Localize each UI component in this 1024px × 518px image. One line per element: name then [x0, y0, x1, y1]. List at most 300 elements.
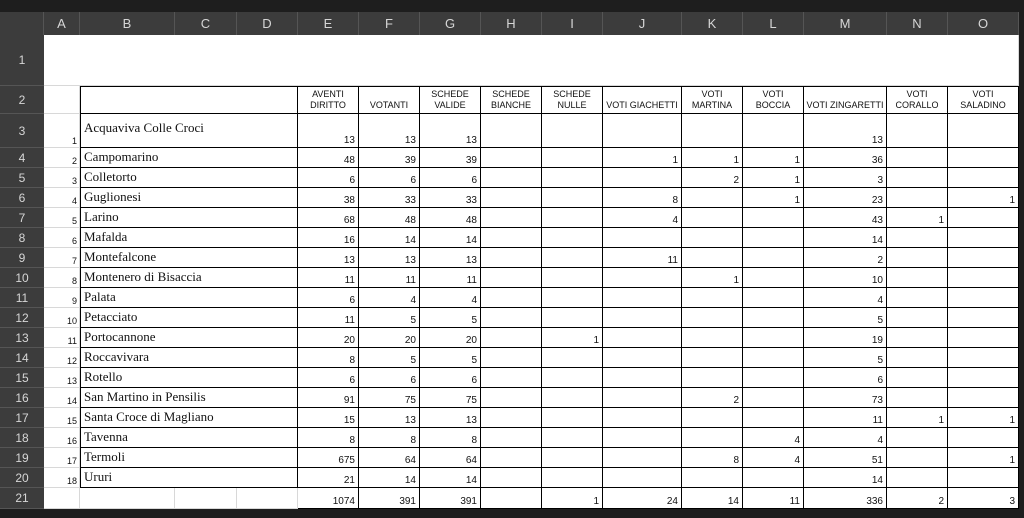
circolo-name[interactable]: Colletorto: [80, 168, 298, 188]
row-header-3[interactable]: 3: [0, 114, 44, 148]
value-cell[interactable]: 14: [804, 468, 887, 488]
value-cell[interactable]: [603, 448, 682, 468]
circolo-name[interactable]: Portocannone: [80, 328, 298, 348]
value-cell[interactable]: [887, 148, 948, 168]
value-cell[interactable]: [481, 188, 542, 208]
value-cell[interactable]: [948, 388, 1019, 408]
value-cell[interactable]: 14: [804, 228, 887, 248]
value-cell[interactable]: 36: [804, 148, 887, 168]
value-cell[interactable]: [743, 368, 804, 388]
value-cell[interactable]: [682, 468, 743, 488]
row-index[interactable]: 16: [44, 428, 80, 448]
value-cell[interactable]: 3: [804, 168, 887, 188]
column-header-j[interactable]: J: [603, 12, 682, 35]
value-cell[interactable]: 48: [420, 208, 481, 228]
value-cell[interactable]: 1: [682, 268, 743, 288]
cell-total-blank[interactable]: [237, 488, 298, 509]
circolo-name[interactable]: San Martino in Pensilis: [80, 388, 298, 408]
value-cell[interactable]: [682, 328, 743, 348]
value-cell[interactable]: 11: [804, 408, 887, 428]
value-cell[interactable]: 4: [420, 288, 481, 308]
value-cell[interactable]: 2: [804, 248, 887, 268]
value-cell[interactable]: [603, 388, 682, 408]
value-cell[interactable]: [948, 368, 1019, 388]
value-cell[interactable]: 2: [682, 168, 743, 188]
column-header-b[interactable]: B: [80, 12, 175, 35]
value-cell[interactable]: 6: [298, 368, 359, 388]
circolo-name[interactable]: Larino: [80, 208, 298, 228]
value-cell[interactable]: [542, 448, 603, 468]
row-index[interactable]: 8: [44, 268, 80, 288]
circolo-name[interactable]: Petacciato: [80, 308, 298, 328]
value-cell[interactable]: 13: [359, 248, 420, 268]
value-cell[interactable]: 6: [420, 368, 481, 388]
value-cell[interactable]: 11: [298, 268, 359, 288]
column-header-f[interactable]: F: [359, 12, 420, 35]
value-cell[interactable]: 11: [420, 268, 481, 288]
row-header-19[interactable]: 19: [0, 448, 44, 468]
value-cell[interactable]: 64: [359, 448, 420, 468]
row-header-20[interactable]: 20: [0, 468, 44, 488]
row-index[interactable]: 5: [44, 208, 80, 228]
header-8[interactable]: [743, 86, 804, 114]
value-cell[interactable]: [603, 348, 682, 368]
value-cell[interactable]: [542, 308, 603, 328]
circolo-name[interactable]: Termoli: [80, 448, 298, 468]
value-cell[interactable]: [481, 348, 542, 368]
value-cell[interactable]: [481, 388, 542, 408]
row-index[interactable]: 10: [44, 308, 80, 328]
value-cell[interactable]: 64: [420, 448, 481, 468]
value-cell[interactable]: [542, 368, 603, 388]
value-cell[interactable]: 4: [804, 428, 887, 448]
value-cell[interactable]: [682, 188, 743, 208]
value-cell[interactable]: 6: [359, 168, 420, 188]
value-cell[interactable]: 21: [298, 468, 359, 488]
value-cell[interactable]: 33: [420, 188, 481, 208]
value-cell[interactable]: 38: [298, 188, 359, 208]
value-cell[interactable]: [603, 114, 682, 148]
value-cell[interactable]: [948, 228, 1019, 248]
header-7[interactable]: [682, 86, 743, 114]
value-cell[interactable]: [682, 208, 743, 228]
value-cell[interactable]: [542, 408, 603, 428]
value-cell[interactable]: 8: [420, 428, 481, 448]
circolo-name[interactable]: Ururi: [80, 468, 298, 488]
value-cell[interactable]: [481, 268, 542, 288]
value-cell[interactable]: [948, 348, 1019, 368]
value-cell[interactable]: 13: [359, 408, 420, 428]
cell-a2[interactable]: [44, 86, 80, 114]
cell-a21[interactable]: [44, 488, 80, 509]
row-header-12[interactable]: 12: [0, 308, 44, 328]
value-cell[interactable]: [481, 208, 542, 228]
value-cell[interactable]: [682, 114, 743, 148]
header-2[interactable]: [359, 86, 420, 114]
value-cell[interactable]: 68: [298, 208, 359, 228]
value-cell[interactable]: 11: [359, 268, 420, 288]
value-cell[interactable]: 13: [804, 114, 887, 148]
column-header-l[interactable]: L: [743, 12, 804, 35]
value-cell[interactable]: [603, 308, 682, 328]
row-header-7[interactable]: 7: [0, 208, 44, 228]
value-cell[interactable]: 11: [603, 248, 682, 268]
value-cell[interactable]: 16: [298, 228, 359, 248]
value-cell[interactable]: 6: [804, 368, 887, 388]
value-cell[interactable]: [481, 248, 542, 268]
value-cell[interactable]: [682, 288, 743, 308]
value-cell[interactable]: 8: [298, 428, 359, 448]
value-cell[interactable]: [542, 228, 603, 248]
value-cell[interactable]: [948, 168, 1019, 188]
row-header-15[interactable]: 15: [0, 368, 44, 388]
row-header-9[interactable]: 9: [0, 248, 44, 268]
value-cell[interactable]: 4: [359, 288, 420, 308]
total-cell[interactable]: [481, 488, 542, 509]
select-all-corner[interactable]: [0, 12, 44, 35]
value-cell[interactable]: [481, 468, 542, 488]
value-cell[interactable]: [682, 248, 743, 268]
circolo-name[interactable]: Montefalcone: [80, 248, 298, 268]
value-cell[interactable]: [603, 288, 682, 308]
value-cell[interactable]: 4: [743, 428, 804, 448]
value-cell[interactable]: [887, 288, 948, 308]
value-cell[interactable]: 8: [298, 348, 359, 368]
value-cell[interactable]: 1: [542, 328, 603, 348]
value-cell[interactable]: 14: [359, 468, 420, 488]
value-cell[interactable]: [542, 188, 603, 208]
value-cell[interactable]: [887, 268, 948, 288]
value-cell[interactable]: [603, 368, 682, 388]
value-cell[interactable]: 14: [420, 228, 481, 248]
value-cell[interactable]: 75: [420, 388, 481, 408]
value-cell[interactable]: 33: [359, 188, 420, 208]
value-cell[interactable]: 1: [887, 208, 948, 228]
value-cell[interactable]: [682, 368, 743, 388]
column-header-h[interactable]: H: [481, 12, 542, 35]
column-header-c[interactable]: C: [175, 12, 237, 35]
value-cell[interactable]: 19: [804, 328, 887, 348]
row-header-18[interactable]: 18: [0, 428, 44, 448]
value-cell[interactable]: [542, 148, 603, 168]
value-cell[interactable]: [682, 308, 743, 328]
value-cell[interactable]: [603, 468, 682, 488]
circolo-name[interactable]: Guglionesi: [80, 188, 298, 208]
value-cell[interactable]: 8: [682, 448, 743, 468]
value-cell[interactable]: 1: [948, 448, 1019, 468]
column-header-e[interactable]: E: [298, 12, 359, 35]
circolo-name[interactable]: Mafalda: [80, 228, 298, 248]
value-cell[interactable]: 6: [298, 288, 359, 308]
value-cell[interactable]: [481, 288, 542, 308]
value-cell[interactable]: 48: [298, 148, 359, 168]
value-cell[interactable]: 5: [420, 308, 481, 328]
column-header-n[interactable]: N: [887, 12, 948, 35]
value-cell[interactable]: 39: [420, 148, 481, 168]
total-cell[interactable]: 391: [359, 488, 420, 509]
row-header-6[interactable]: 6: [0, 188, 44, 208]
value-cell[interactable]: [603, 168, 682, 188]
circolo-name[interactable]: Tavenna: [80, 428, 298, 448]
total-cell[interactable]: 336: [804, 488, 887, 509]
value-cell[interactable]: 14: [420, 468, 481, 488]
value-cell[interactable]: [603, 328, 682, 348]
column-header-i[interactable]: I: [542, 12, 603, 35]
value-cell[interactable]: 5: [359, 308, 420, 328]
value-cell[interactable]: [743, 408, 804, 428]
value-cell[interactable]: [743, 348, 804, 368]
row-index[interactable]: 15: [44, 408, 80, 428]
value-cell[interactable]: 1: [682, 148, 743, 168]
value-cell[interactable]: 5: [359, 348, 420, 368]
value-cell[interactable]: [743, 208, 804, 228]
value-cell[interactable]: [743, 268, 804, 288]
value-cell[interactable]: [603, 268, 682, 288]
circolo-name[interactable]: Rotello: [80, 368, 298, 388]
value-cell[interactable]: 13: [298, 248, 359, 268]
value-cell[interactable]: 8: [603, 188, 682, 208]
value-cell[interactable]: 51: [804, 448, 887, 468]
value-cell[interactable]: 13: [298, 114, 359, 148]
value-cell[interactable]: 15: [298, 408, 359, 428]
value-cell[interactable]: 4: [743, 448, 804, 468]
value-cell[interactable]: [887, 114, 948, 148]
value-cell[interactable]: [542, 208, 603, 228]
column-header-a[interactable]: A: [44, 12, 80, 35]
column-header-m[interactable]: M: [804, 12, 887, 35]
row-header-14[interactable]: 14: [0, 348, 44, 368]
total-cell[interactable]: 391: [420, 488, 481, 509]
header-3[interactable]: [420, 86, 481, 114]
row-index[interactable]: 12: [44, 348, 80, 368]
value-cell[interactable]: [743, 388, 804, 408]
value-cell[interactable]: 4: [603, 208, 682, 228]
row-header-8[interactable]: 8: [0, 228, 44, 248]
value-cell[interactable]: 1: [743, 148, 804, 168]
row-index[interactable]: 11: [44, 328, 80, 348]
row-header-10[interactable]: 10: [0, 268, 44, 288]
value-cell[interactable]: 13: [359, 114, 420, 148]
value-cell[interactable]: [887, 368, 948, 388]
row-header-16[interactable]: 16: [0, 388, 44, 408]
value-cell[interactable]: 75: [359, 388, 420, 408]
value-cell[interactable]: [948, 148, 1019, 168]
row-index[interactable]: 18: [44, 468, 80, 488]
circolo-name[interactable]: Roccavivara: [80, 348, 298, 368]
circolo-name[interactable]: Campomarino: [80, 148, 298, 168]
value-cell[interactable]: [481, 148, 542, 168]
row-index[interactable]: 7: [44, 248, 80, 268]
value-cell[interactable]: 5: [420, 348, 481, 368]
value-cell[interactable]: 1: [743, 168, 804, 188]
value-cell[interactable]: [682, 228, 743, 248]
row-index[interactable]: 17: [44, 448, 80, 468]
row-header-1[interactable]: 1: [0, 35, 44, 86]
header-11[interactable]: [948, 86, 1019, 114]
value-cell[interactable]: [682, 408, 743, 428]
value-cell[interactable]: [481, 448, 542, 468]
value-cell[interactable]: 1: [603, 148, 682, 168]
value-cell[interactable]: [542, 348, 603, 368]
value-cell[interactable]: [743, 328, 804, 348]
row-header-11[interactable]: 11: [0, 288, 44, 308]
value-cell[interactable]: [743, 468, 804, 488]
value-cell[interactable]: [948, 268, 1019, 288]
column-header-d[interactable]: D: [237, 12, 298, 35]
value-cell[interactable]: 4: [804, 288, 887, 308]
value-cell[interactable]: 1: [743, 188, 804, 208]
header-9[interactable]: [804, 86, 887, 114]
value-cell[interactable]: [948, 288, 1019, 308]
row-index[interactable]: 3: [44, 168, 80, 188]
value-cell[interactable]: [948, 468, 1019, 488]
value-cell[interactable]: [887, 248, 948, 268]
value-cell[interactable]: 39: [359, 148, 420, 168]
value-cell[interactable]: 13: [420, 408, 481, 428]
value-cell[interactable]: [481, 228, 542, 248]
total-cell[interactable]: 1: [542, 488, 603, 509]
value-cell[interactable]: [542, 248, 603, 268]
value-cell[interactable]: [887, 348, 948, 368]
value-cell[interactable]: 73: [804, 388, 887, 408]
row-index[interactable]: 9: [44, 288, 80, 308]
value-cell[interactable]: 48: [359, 208, 420, 228]
header-line-2: SALADINO: [960, 100, 1006, 110]
value-cell[interactable]: [542, 168, 603, 188]
column-header-k[interactable]: K: [682, 12, 743, 35]
value-cell[interactable]: [887, 168, 948, 188]
value-cell[interactable]: 11: [298, 308, 359, 328]
value-cell[interactable]: [481, 428, 542, 448]
value-cell[interactable]: 5: [804, 348, 887, 368]
value-cell[interactable]: [887, 468, 948, 488]
header-6[interactable]: [603, 86, 682, 114]
row-index[interactable]: 1: [44, 114, 80, 148]
value-cell[interactable]: [542, 114, 603, 148]
value-cell[interactable]: 20: [420, 328, 481, 348]
total-cell[interactable]: 24: [603, 488, 682, 509]
total-cell[interactable]: 11: [743, 488, 804, 509]
value-cell[interactable]: [542, 388, 603, 408]
value-cell[interactable]: 1: [948, 188, 1019, 208]
cell-total-blank[interactable]: [175, 488, 237, 509]
row-header-5[interactable]: 5: [0, 168, 44, 188]
header-circoli[interactable]: [80, 86, 298, 114]
row-index[interactable]: 2: [44, 148, 80, 168]
circolo-name[interactable]: Santa Croce di Magliano: [80, 408, 298, 428]
value-cell[interactable]: 6: [420, 168, 481, 188]
header-5[interactable]: [542, 86, 603, 114]
value-cell[interactable]: [887, 428, 948, 448]
value-cell[interactable]: [948, 308, 1019, 328]
total-cell[interactable]: 1074: [298, 488, 359, 509]
value-cell[interactable]: [743, 114, 804, 148]
value-cell[interactable]: 1: [948, 408, 1019, 428]
header-4[interactable]: [481, 86, 542, 114]
value-cell[interactable]: 10: [804, 268, 887, 288]
value-cell[interactable]: [603, 408, 682, 428]
value-cell[interactable]: 14: [359, 228, 420, 248]
value-cell[interactable]: [948, 114, 1019, 148]
row-header-4[interactable]: 4: [0, 148, 44, 168]
total-cell[interactable]: 2: [887, 488, 948, 509]
row-index[interactable]: 14: [44, 388, 80, 408]
value-cell[interactable]: 91: [298, 388, 359, 408]
value-cell[interactable]: [887, 188, 948, 208]
row-header-2[interactable]: 2: [0, 86, 44, 114]
circolo-name[interactable]: Palata: [80, 288, 298, 308]
value-cell[interactable]: 13: [420, 114, 481, 148]
value-cell[interactable]: [481, 328, 542, 348]
value-cell[interactable]: 1: [887, 408, 948, 428]
value-cell[interactable]: [948, 248, 1019, 268]
value-cell[interactable]: [887, 328, 948, 348]
value-cell[interactable]: [743, 248, 804, 268]
value-cell[interactable]: [603, 228, 682, 248]
value-cell[interactable]: [542, 268, 603, 288]
value-cell[interactable]: [682, 428, 743, 448]
circolo-name[interactable]: Montenero di Bisaccia: [80, 268, 298, 288]
value-cell[interactable]: [481, 368, 542, 388]
cell-total-blank[interactable]: [80, 488, 175, 509]
value-cell[interactable]: [542, 468, 603, 488]
value-cell[interactable]: 6: [298, 168, 359, 188]
value-cell[interactable]: [603, 428, 682, 448]
value-cell[interactable]: 675: [298, 448, 359, 468]
value-cell[interactable]: 5: [804, 308, 887, 328]
value-cell[interactable]: [542, 428, 603, 448]
value-cell[interactable]: 2: [682, 388, 743, 408]
value-cell[interactable]: [743, 288, 804, 308]
row-header-13[interactable]: 13: [0, 328, 44, 348]
value-cell[interactable]: [948, 208, 1019, 228]
value-cell[interactable]: [887, 388, 948, 408]
value-cell[interactable]: [743, 228, 804, 248]
row-index[interactable]: 13: [44, 368, 80, 388]
value-cell[interactable]: [743, 308, 804, 328]
row-header-21[interactable]: 21: [0, 488, 44, 509]
value-cell[interactable]: [481, 408, 542, 428]
value-cell[interactable]: [948, 328, 1019, 348]
row-header-17[interactable]: 17: [0, 408, 44, 428]
value-cell[interactable]: 23: [804, 188, 887, 208]
total-cell[interactable]: 3: [948, 488, 1019, 509]
row-index[interactable]: 6: [44, 228, 80, 248]
value-cell[interactable]: [887, 228, 948, 248]
value-cell[interactable]: 8: [359, 428, 420, 448]
row-index[interactable]: 4: [44, 188, 80, 208]
value-cell[interactable]: [481, 114, 542, 148]
value-cell[interactable]: [887, 308, 948, 328]
value-cell[interactable]: 6: [359, 368, 420, 388]
value-cell[interactable]: [481, 308, 542, 328]
value-cell[interactable]: 20: [298, 328, 359, 348]
value-cell[interactable]: [542, 288, 603, 308]
value-cell[interactable]: [948, 428, 1019, 448]
column-header-o[interactable]: O: [948, 12, 1019, 35]
value-cell[interactable]: [887, 448, 948, 468]
value-cell[interactable]: [481, 168, 542, 188]
value-cell[interactable]: 13: [420, 248, 481, 268]
total-cell[interactable]: 14: [682, 488, 743, 509]
header-10[interactable]: [887, 86, 948, 114]
header-1[interactable]: [298, 86, 359, 114]
column-header-g[interactable]: G: [420, 12, 481, 35]
value-cell[interactable]: 43: [804, 208, 887, 228]
value-cell[interactable]: [682, 348, 743, 368]
value-cell[interactable]: 20: [359, 328, 420, 348]
circolo-name[interactable]: Acquaviva Colle Croci: [80, 114, 298, 148]
